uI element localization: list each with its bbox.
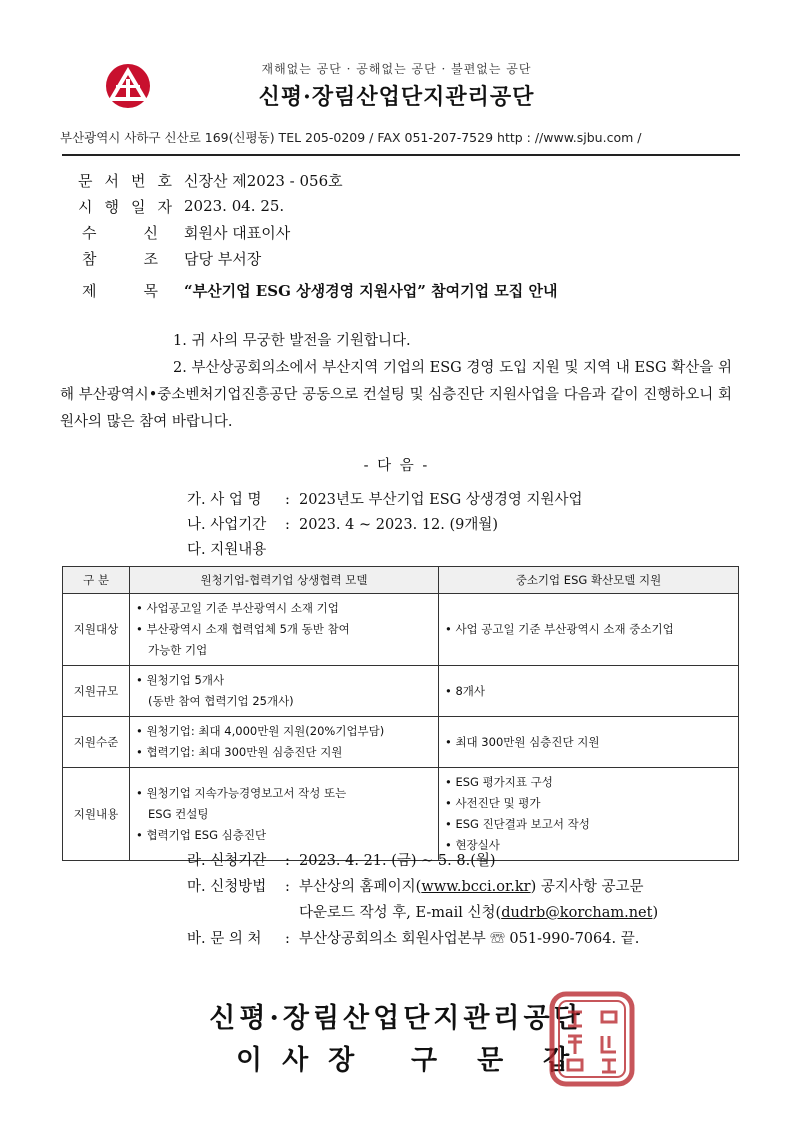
bcci-website-link[interactable]: www.bcci.or.kr <box>421 879 531 895</box>
issue-date-value: 2023. 04. 25. <box>184 197 285 215</box>
item-project-name: 가. 사 업 명 : 2023년도 부산기업 ESG 상생경영 지원사업 <box>187 492 583 508</box>
subject-label: 제 목 <box>82 281 158 300</box>
org-name-heading: 신평·장림산업단지관리공단 <box>258 84 535 110</box>
signature-name: 구문갑 <box>411 1045 610 1076</box>
email-link[interactable]: dudrb@korcham.net <box>501 905 653 921</box>
table-cell-model-b: • 8개사 <box>439 666 739 717</box>
application-method-continued: 다운로드 작성 후, E-mail 신청(dudrb@korcham.net) <box>299 905 659 921</box>
table-row <box>63 768 739 861</box>
table-row <box>63 717 739 768</box>
issue-date-row <box>78 193 557 219</box>
table-cell-category: 지원수준 <box>63 717 130 768</box>
table-cell-model-b: • 최대 300만원 심층진단 지원 <box>439 717 739 768</box>
header-divider <box>62 154 740 156</box>
contact-row: 바. 문 의 처 : 부산상공회의소 회원사업본부 ☏ 051-990-7064. 끝. <box>187 931 640 947</box>
table-cell-model-a: • 원청기업 5개사 (동반 참여 협력기업 25개사) <box>130 666 439 717</box>
issue-date-label: 시 행 일 자 <box>78 197 172 216</box>
reference-value: 담당 부서장 <box>184 249 262 268</box>
table-cell-model-a: • 원청기업 지속가능경영보고서 작성 또는 ESG 컨설팅 • 협력기업 ESG 심층진단 <box>130 768 439 861</box>
recipient-value: 회원사 대표이사 <box>184 223 291 242</box>
table-cell-model-b: • ESG 평가지표 구성 • 사전진단 및 평가 • ESG 진단결과 보고서 작성 • 현장실사 <box>439 768 739 861</box>
following-marker: - 다 음 - <box>363 458 430 474</box>
table-cell-category: 지원내용 <box>63 768 130 861</box>
table-header-model-a: 원청기업-협력기업 상생협력 모델 <box>130 567 439 594</box>
official-seal-icon <box>548 990 636 1088</box>
org-address-line: 부산광역시 사하구 신산로 169(신평동) TEL 205-0209 / FAX 051-207-7529 http : //www.sjbu.com / <box>60 130 642 145</box>
org-motto: 재해없는 공단 · 공해없는 공단 · 불편없는 공단 <box>261 62 532 76</box>
doc-number-value: 신장산 제2023 - 056호 <box>184 171 343 190</box>
main-paragraph: 2. 부산상공회의소에서 부산지역 기업의 ESG 경영 도입 지원 및 지역 내 ESG 확산을 위해 부산광역시•중소벤처기업진흥공단 공동으로 컨설팅 및 심층진단 지원사업을 다음과 같이 진행하오니 회원사의 많은 참여 바랍니다. <box>60 360 732 430</box>
item-support-content: 다. 지원내용 <box>187 542 267 558</box>
signature-org-name: 신평·장림산업단지관리공단 <box>209 1003 584 1034</box>
greeting-paragraph: 1. 귀 사의 무궁한 발전을 기원합니다. <box>173 333 411 349</box>
table-cell-category: 지원대상 <box>63 594 130 666</box>
application-period-row: 라. 신청기간 : 2023. 4. 21. (금) ~ 5. 8.(월) <box>187 853 496 869</box>
body-paragraphs <box>60 328 732 436</box>
table-cell-model-b: • 사업 공고일 기준 부산광역시 소재 중소기업 <box>439 594 739 666</box>
table-header-model-b: 중소기업 ESG 확산모델 지원 <box>439 567 739 594</box>
recipient-row <box>78 219 557 245</box>
doc-number-row <box>78 167 557 193</box>
signature-title: 이사장 <box>236 1045 375 1076</box>
table-cell-model-a: • 원청기업: 최대 4,000만원 지원(20%기업부담) • 협력기업: 최대 300만원 심층진단 지원 <box>130 717 439 768</box>
reference-label: 참 조 <box>82 249 158 268</box>
table-row <box>63 594 739 666</box>
table-cell-model-a: • 사업공고일 기준 부산광역시 소재 기업 • 부산광역시 소재 협력업체 5개 동반 참여 가능한 기업 <box>130 594 439 666</box>
program-items <box>187 488 583 563</box>
table-header-row <box>63 567 739 594</box>
document-meta <box>78 167 557 303</box>
recipient-label: 수 신 <box>82 223 158 242</box>
doc-number-label: 문 서 번 호 <box>78 171 172 190</box>
table-row <box>63 666 739 717</box>
support-table <box>62 566 739 861</box>
table-cell-category: 지원규모 <box>63 666 130 717</box>
subject-value: “부산기업 ESG 상생경영 지원사업” 참여기업 모집 안내 <box>184 281 558 300</box>
item-project-period: 나. 사업기간 : 2023. 4 ~ 2023. 12. (9개월) <box>187 517 499 533</box>
application-info <box>187 848 658 952</box>
table-header-category: 구 분 <box>63 567 130 594</box>
reference-row <box>78 245 557 271</box>
subject-row <box>78 277 557 303</box>
application-method-row: 마. 신청방법 : 부산상의 홈페이지(www.bcci.or.kr) 공지사항 공고문 <box>187 879 644 895</box>
